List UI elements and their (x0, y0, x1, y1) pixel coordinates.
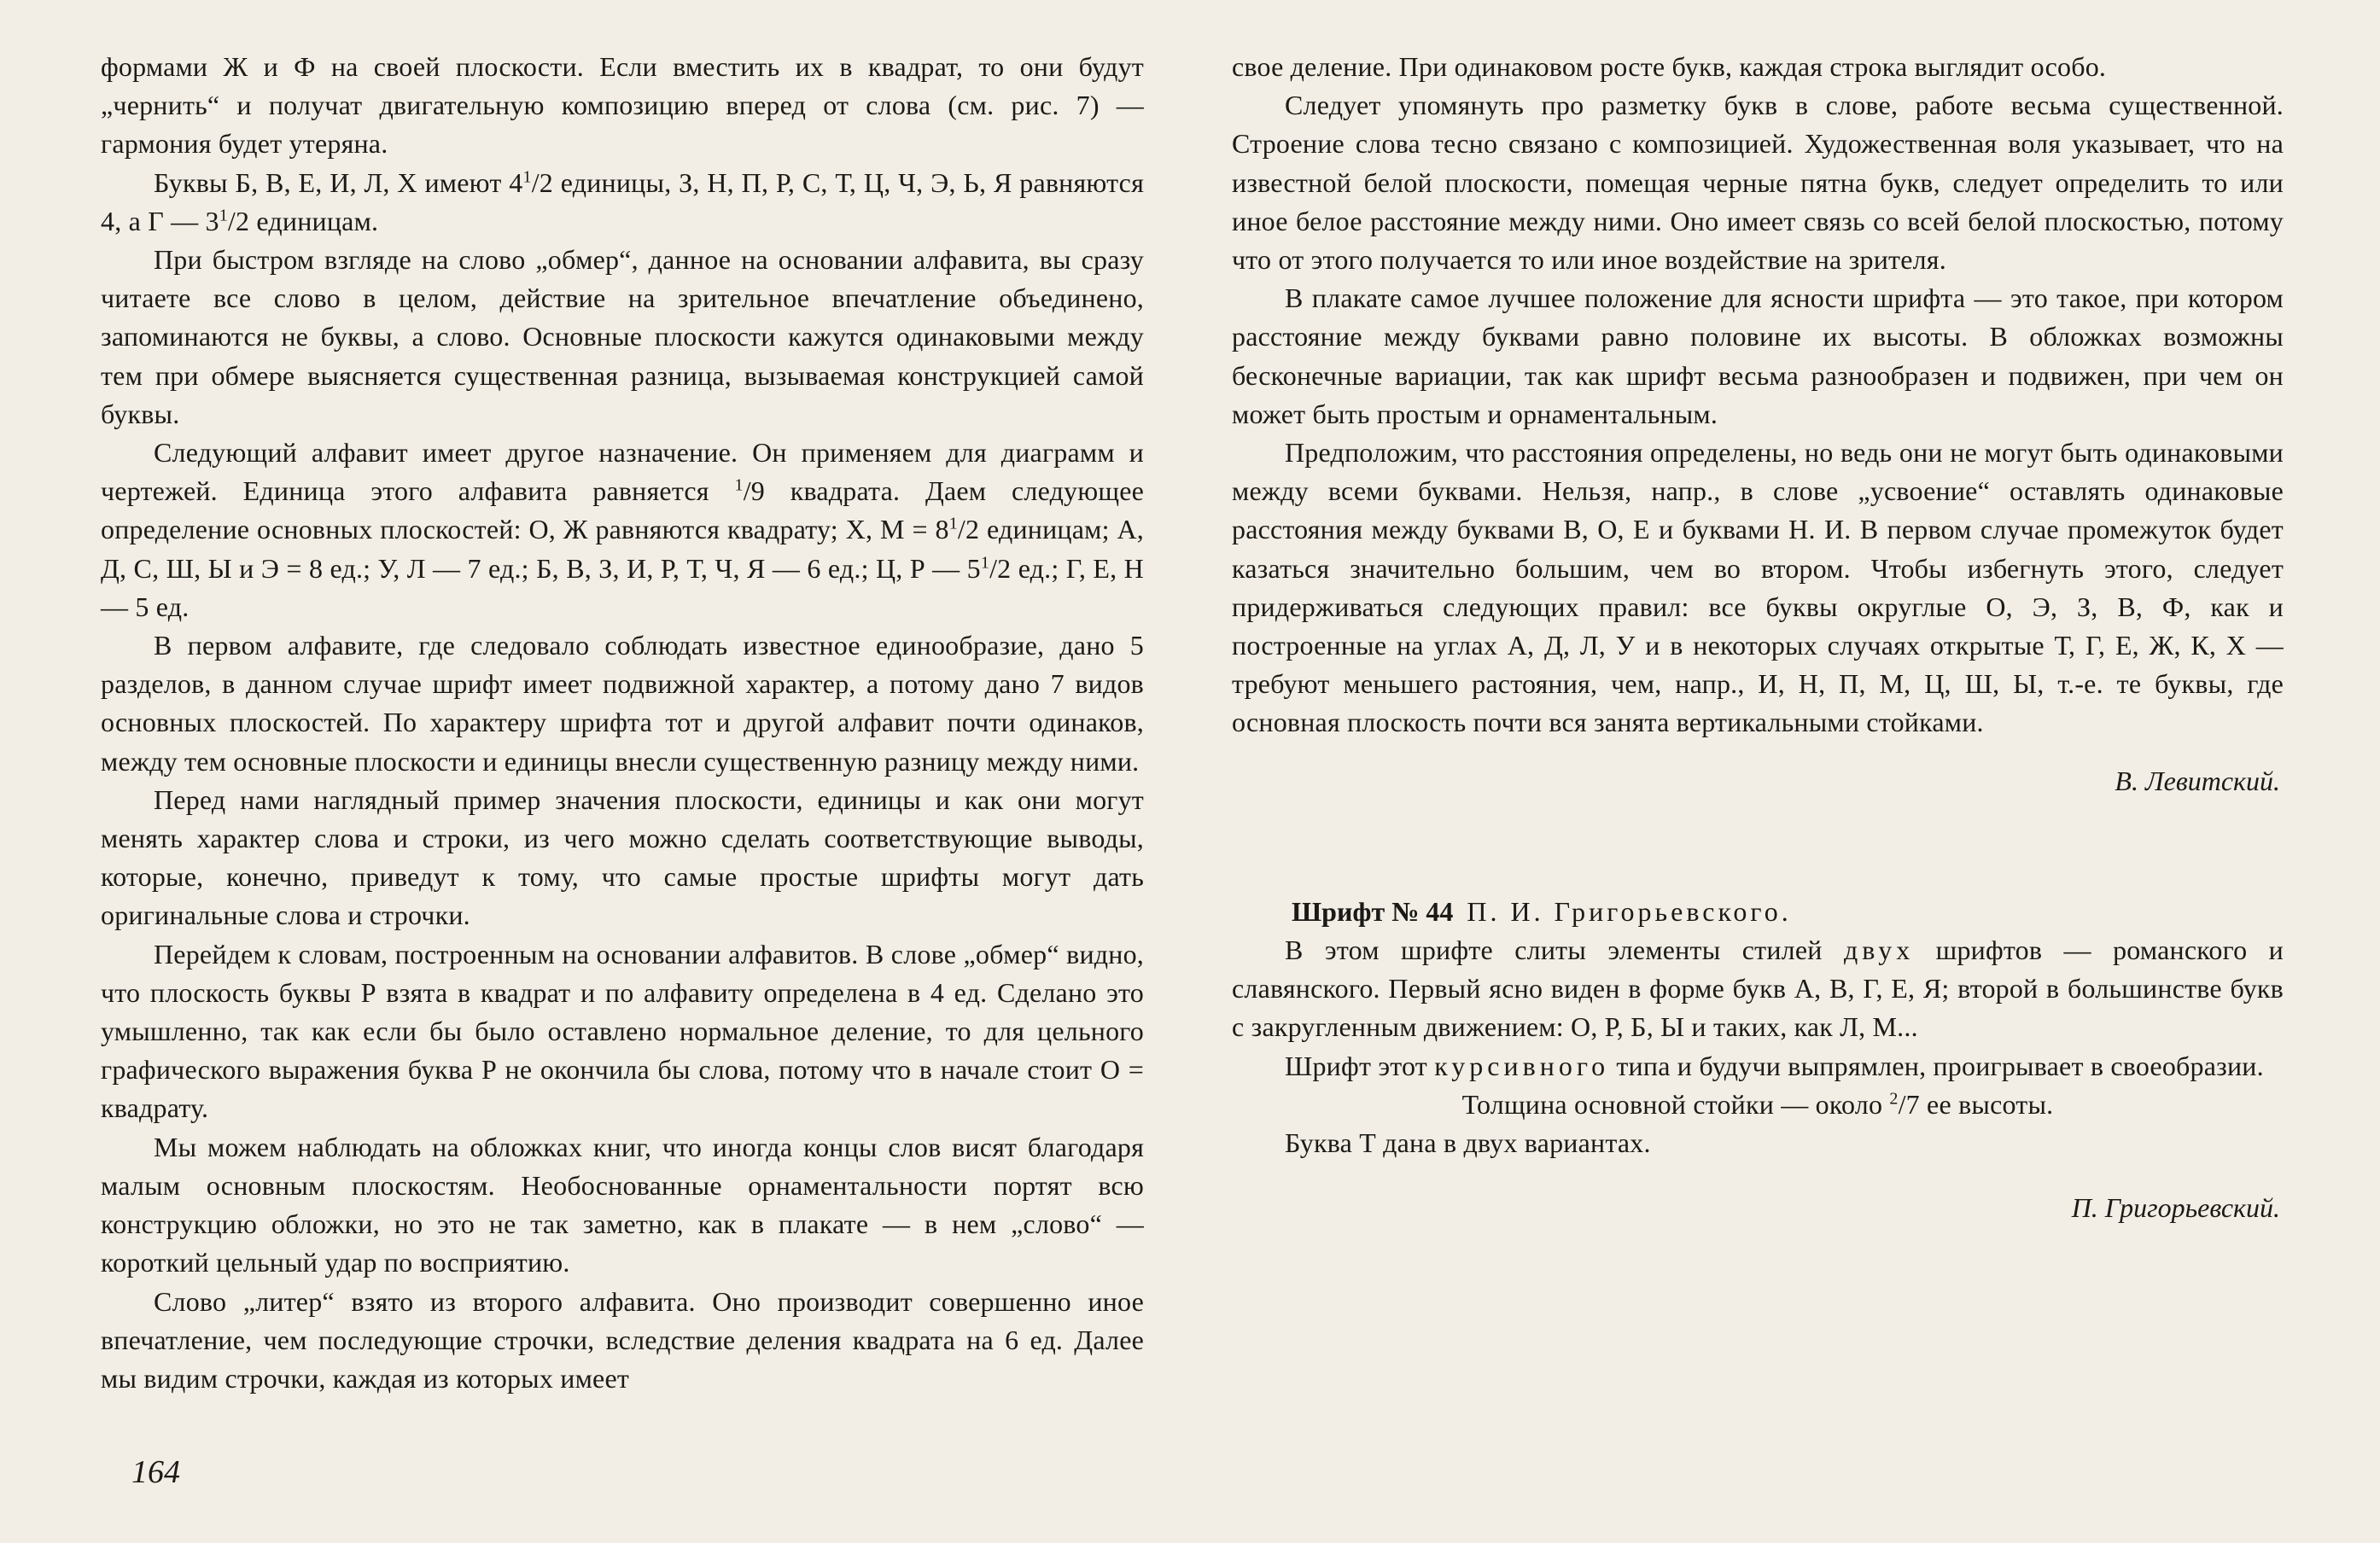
paragraph: Перед нами наглядный пример значения плоскости, единицы и как они могут менять характер слова и строки, из чего можно сделать соответствующие выводы, которые, конечно, приведут к тому, что самые простые шрифты могут дать оригинальные слова и строчки. (101, 783, 1144, 931)
paragraph: В этом шрифте слиты элементы стилей двух шрифтов — романского и славянского. Первый ясно виден в форме букв А, В, Г, Е, Я; второй в большинстве букв с закругленным движением: О, Р, Б, Ы и таких, как Л, М... (1232, 935, 2284, 1043)
left-text-column (101, 48, 1144, 1398)
author-signature: П. Григорьевский. (2071, 1192, 2280, 1224)
paragraph: Буквы Б, В, Е, И, Л, Х имеют $4^1/2$ единицы, З, Н, П, Р, С, Т, Ц, Ч, Э, Ь, Я равняются 4, а Г — $3^1/2$ единицам. (101, 166, 1145, 236)
page-number: 164 (131, 1454, 180, 1490)
paragraph: Следующий алфавит имеет другое назначение. Он применяем для диаграмм и чертежей. Единица этого алфавита равняется $^1$/9 квадрата. Даем следующее определение основных плоскостей: О, Ж равняются квадрату; Х, $М = 8^1/2$ единицам; А, Д, С, Ш, Ы и Э = 8 ед.; У, Л — 7 ед.; Б, В, З, И, Р, Т, Ч, Я — 6 ед.; Ц, Р — $5^1/2$ ед.; Г, Е, Н — 5 ед. (101, 437, 1144, 622)
paragraph: Шрифт этот курсивного типа и будучи выпрямлен, проигрывает в своеобразии. (1285, 1050, 2264, 1081)
paragraph: В плакате самое лучшее положение для ясности шрифта — это такое, при котором расстояние между буквами равно половине их высоты. В обложках возможны бесконечные вариации, так как шрифт весьма разнообразен и подвижен, при чем он может быть простым и орнаментальным. (1232, 282, 2284, 429)
paragraph: В первом алфавите, где следовало соблюдать известное единообразие, дано 5 разделов, в данном случае шрифт имеет подвижной характер, а потому дано 7 видов основных плоскостей. По характеру шрифта тот и другой алфавит почти одинаков, между тем основные плоскости и единицы внесли существенную разницу между ними. (101, 630, 1144, 777)
paragraph: Следует упомянуть про разметку букв в слове, работе весьма существенной. Строение слова тесно связано с композицией. Художественная воля указывает, что на известной белой плоскости, помещая черные пятна букв, следует определить то или иное белое расстояние между ними. Оно имеет связь со всей белой плоскостью, потому что от этого получается то или иное воздействие на зрителя. (1232, 90, 2284, 276)
paragraph: Толщина основной стойки — около $^2$/7 ее высоты. (1461, 1088, 2054, 1120)
paragraph: Мы можем наблюдать на обложках книг, что иногда концы слов висят благодаря малым основным плоскостям. Необоснованные орнаментальности портят всю конструкцию обложки, но это не так заметно, как в плакате — в нем „слово“ — короткий цельный удар по восприятию. (101, 1131, 1144, 1278)
paragraph: Буква Т дана в двух вариантах. (1285, 1127, 1651, 1159)
heading-title: Шрифт № 44 (1292, 895, 1454, 927)
paragraph: формами Ж и Ф на своей плоскости. Если вместить их в квадрат, то они будут „чернить“ и получат двигательную композицию вперед от слова (см. рис. 7) — гармония будет утеряна. (101, 51, 1144, 160)
section-heading (1232, 893, 2284, 931)
paragraph: Слово „литер“ взято из второго алфавита. Оно производит совершенно иное впечатление, чем последующие строчки, вследствие деления квадрата на 6 ед. Далее мы видим строчки, каждая из которых имеет (101, 1285, 1144, 1394)
right-text-column (1232, 48, 2284, 1227)
paragraph: Предположим, что расстояния определены, но ведь они не могут быть одинаковыми между всеми буквами. Нельзя, напр., в слове „усвоение“ оставлять одинаковые расстояния между буквами В, О, Е и буквами Н. И. В первом случае промежуток будет казаться значительно большим, чем во втором. Чтобы избегнуть этого, следует придерживаться следующих правил: все буквы округлые О, Э, З, В, Ф, как и построенные на углах А, Д, Л, У и в некоторых случаях открытые Т, Г, Е, Ж, К, Х — требуют меньшего растояния, чем, напр., И, Н, П, М, Ц, Ш, Ы, т.-е. те буквы, где основная плоскость почти вся занята вертикальными стойками. (1232, 437, 2284, 738)
author-signature: В. Левитский. (2115, 765, 2280, 796)
paragraph: свое деление. При одинаковом росте букв, каждая строка выглядит особо. (1232, 51, 2107, 82)
heading-author: П. И. Григорьевского. (1467, 895, 1792, 927)
paragraph: Перейдем к словам, построенным на основании алфавитов. В слове „обмер“ видно, что плоскость буквы Р взята в квадрат и по алфавиту определена в 4 ед. Сделано это умышленно, так как если бы было оставлено нормальное деление, то для цельного графического выражения буква Р не окончила бы слова, потому что в начале стоит О = квадрату. (101, 938, 1144, 1124)
paragraph: При быстром взгляде на слово „обмер“, данное на основании алфавита, вы сразу читаете все слово в целом, действие на зрительное впечатление объединено, запоминаются не буквы, а слово. Основные плоскости кажутся одинаковыми между тем при обмере выясняется существенная разница, вызываемая конструкцией самой буквы. (101, 244, 1144, 429)
